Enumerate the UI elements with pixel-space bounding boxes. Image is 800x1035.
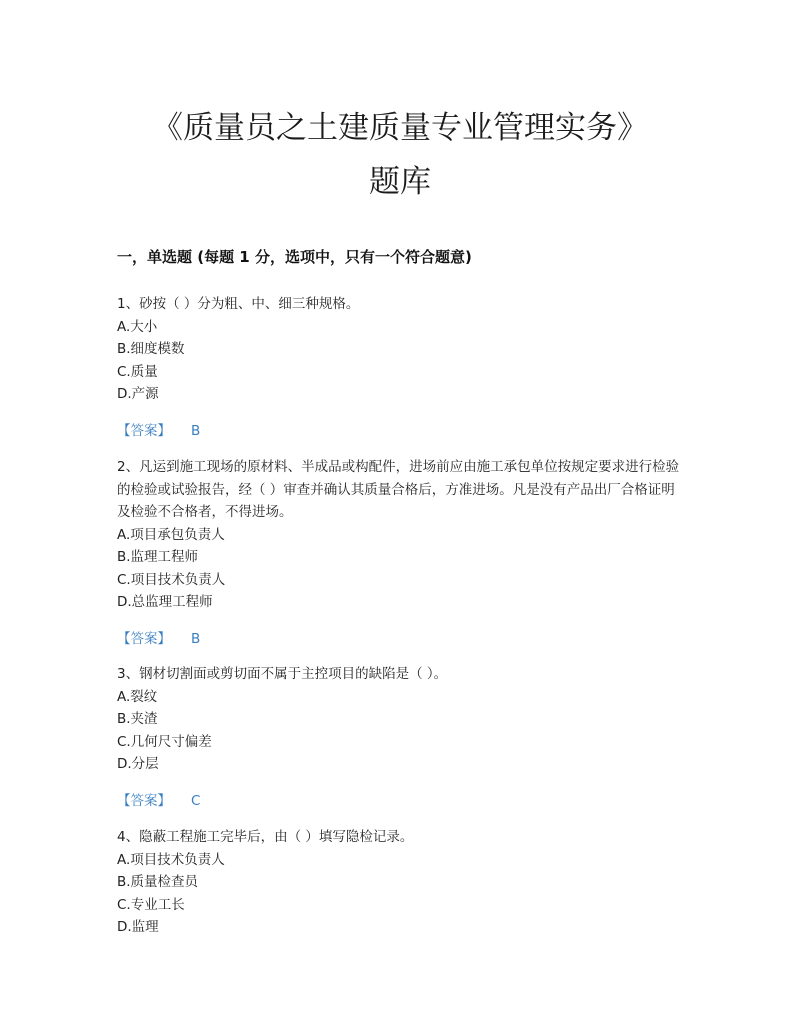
answer-line <box>117 790 682 812</box>
option-a: A.裂纹 <box>117 688 158 705</box>
question-4 <box>117 826 682 939</box>
answer-line <box>117 420 682 442</box>
option-list <box>117 524 682 614</box>
option-b: B.细度模数 <box>117 341 185 357</box>
section-heading: 一，单选题 (每题 1 分，选项中，只有一个符合题意) <box>117 248 472 266</box>
answer-value: B <box>191 630 201 647</box>
answer-line <box>117 628 682 650</box>
question-text: 2、凡运到施工现场的原材料、半成品或构配件，进场前应由施工承包单位按规定要求进行检验的检验或试验报告，经（ ）审查并确认其质量合格后，方准进场。凡是没有产品出厂合格证明及检验不合格者，不得进场。 <box>117 459 680 520</box>
option-d: D.总监理工程师 <box>117 594 213 610</box>
option-c: C.专业工长 <box>117 896 185 913</box>
question-1 <box>117 293 682 442</box>
answer-label: 【答案】 <box>117 422 171 439</box>
answer-label: 【答案】 <box>117 792 171 809</box>
answer-value: B <box>191 422 201 439</box>
option-a: A.大小 <box>117 318 158 335</box>
option-a: A.项目承包负责人 <box>117 526 225 543</box>
option-b: B.夹渣 <box>117 711 158 727</box>
option-d: D.分层 <box>117 756 159 772</box>
option-b: B.质量检查员 <box>117 874 199 890</box>
option-d: D.产源 <box>117 386 159 402</box>
document-title-line2: 题库 <box>369 164 431 200</box>
document-title-line1: 《质量员之土建质量专业管理实务》 <box>152 110 648 146</box>
option-c: C.几何尺寸偏差 <box>117 733 212 750</box>
option-c: C.项目技术负责人 <box>117 571 226 588</box>
option-list <box>117 316 682 406</box>
option-d: D.监理 <box>117 919 159 935</box>
option-list <box>117 686 682 776</box>
option-c: C.质量 <box>117 363 158 380</box>
answer-label: 【答案】 <box>117 630 171 647</box>
question-text: 3、钢材切割面或剪切面不属于主控项目的缺陷是（ ）。 <box>117 666 448 682</box>
option-b: B.监理工程师 <box>117 549 199 565</box>
option-a: A.项目技术负责人 <box>117 851 225 868</box>
answer-value: C <box>191 792 201 809</box>
question-2 <box>117 456 682 650</box>
question-text: 1、砂按（ ）分为粗、中、细三种规格。 <box>117 296 360 312</box>
option-list <box>117 849 682 939</box>
question-text: 4、隐蔽工程施工完毕后，由（ ）填写隐检记录。 <box>117 829 414 845</box>
question-3 <box>117 663 682 812</box>
